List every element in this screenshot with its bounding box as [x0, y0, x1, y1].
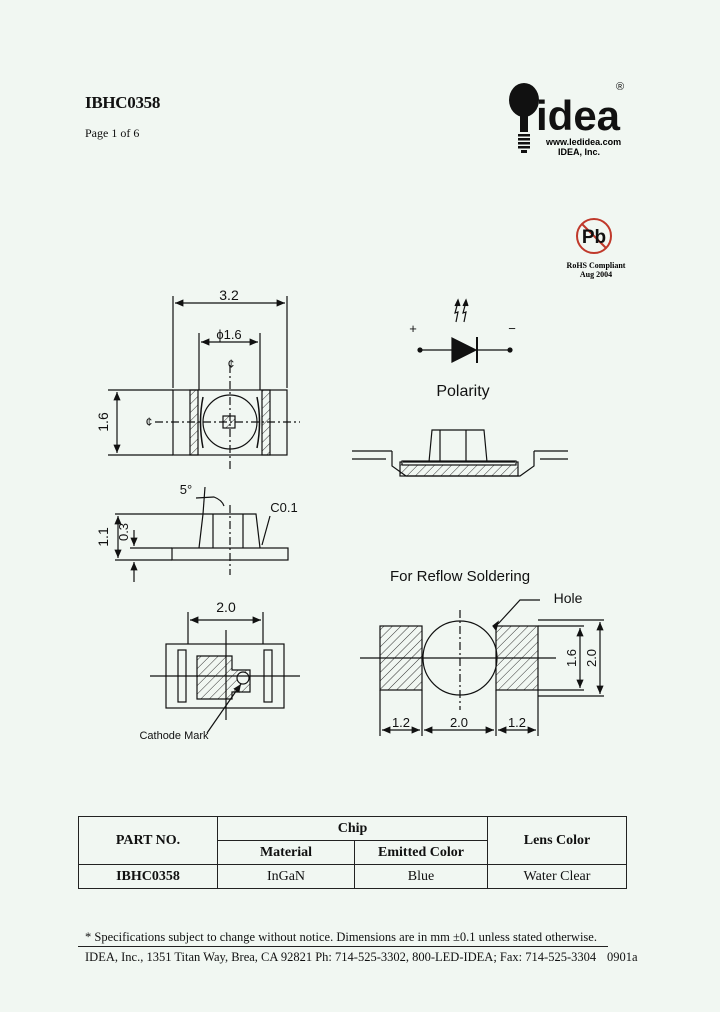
hole-label: Hole — [553, 590, 583, 606]
cathode-minus-label: − — [508, 321, 516, 336]
centerline-mark-left: ¢ — [145, 415, 153, 429]
chamfer-label: C0.1 — [270, 500, 298, 515]
lead-symbol: Pb — [581, 227, 607, 248]
spec-table — [78, 816, 627, 889]
logo-company: IDEA, Inc. — [558, 147, 601, 157]
part-number-title: IBHC0358 — [85, 93, 161, 112]
footer-divider — [78, 946, 608, 947]
top-view — [108, 296, 300, 470]
reflow-title: For Reflow Soldering — [389, 568, 531, 585]
pad-width-left-label: 1.2 — [391, 715, 411, 730]
anode-plus-label: + — [409, 321, 417, 336]
registered-mark: ® — [616, 81, 625, 93]
document-code: 0901a — [607, 950, 638, 964]
row-part: IBHC0358 — [79, 865, 218, 889]
logo-brand-text: idea — [536, 92, 621, 139]
outer-height-label: 2.0 — [584, 648, 599, 668]
bottom-view — [150, 612, 300, 733]
material-header: Material — [218, 841, 355, 865]
lens-diameter-label: ϕ1.6 — [216, 327, 242, 342]
top-width-label: 3.2 — [219, 287, 239, 303]
top-height-label: 1.6 — [95, 412, 111, 432]
draft-angle-label: 5° — [179, 482, 193, 497]
row-lens-color: Water Clear — [488, 865, 627, 889]
table-row — [79, 865, 627, 889]
bottom-width-label: 2.0 — [216, 599, 236, 615]
row-material: InGaN — [218, 865, 355, 889]
lens-color-header: Lens Color — [488, 817, 627, 865]
pad-gap-label: 2.0 — [449, 715, 469, 730]
total-height-label: 1.1 — [95, 527, 111, 547]
logo-website: www.ledidea.com — [546, 137, 622, 147]
base-height-label: 0.3 — [116, 522, 131, 542]
chip-header: Chip — [218, 817, 488, 841]
cathode-mark-label: Cathode Mark — [139, 730, 209, 742]
mounted-profile — [352, 430, 568, 476]
footer-address: IDEA, Inc., 1351 Titan Way, Brea, CA 92821 Ph: 714-525-3302, 800-LED-IDEA; Fax: 714-525-3304 — [85, 950, 597, 964]
pad-height-label: 1.6 — [564, 648, 579, 668]
pad-width-right-label: 1.2 — [507, 715, 527, 730]
centerline-mark-top: ¢ — [227, 357, 235, 371]
row-emitted-color: Blue — [355, 865, 488, 889]
page-number: Page 1 of 6 — [85, 126, 140, 140]
rohs-compliant-label: RoHS Compliant — [566, 261, 626, 270]
rohs-date-label: Aug 2004 — [579, 270, 613, 279]
footnote: * Specifications subject to change without notice. Dimensions are in mm ±0.1 unless stated otherwise. — [85, 930, 597, 944]
part-header: PART NO. — [79, 817, 218, 865]
side-view — [115, 487, 288, 582]
emitted-color-header: Emitted Color — [355, 841, 488, 865]
polarity-symbol — [418, 300, 512, 363]
polarity-title: Polarity — [436, 383, 490, 400]
